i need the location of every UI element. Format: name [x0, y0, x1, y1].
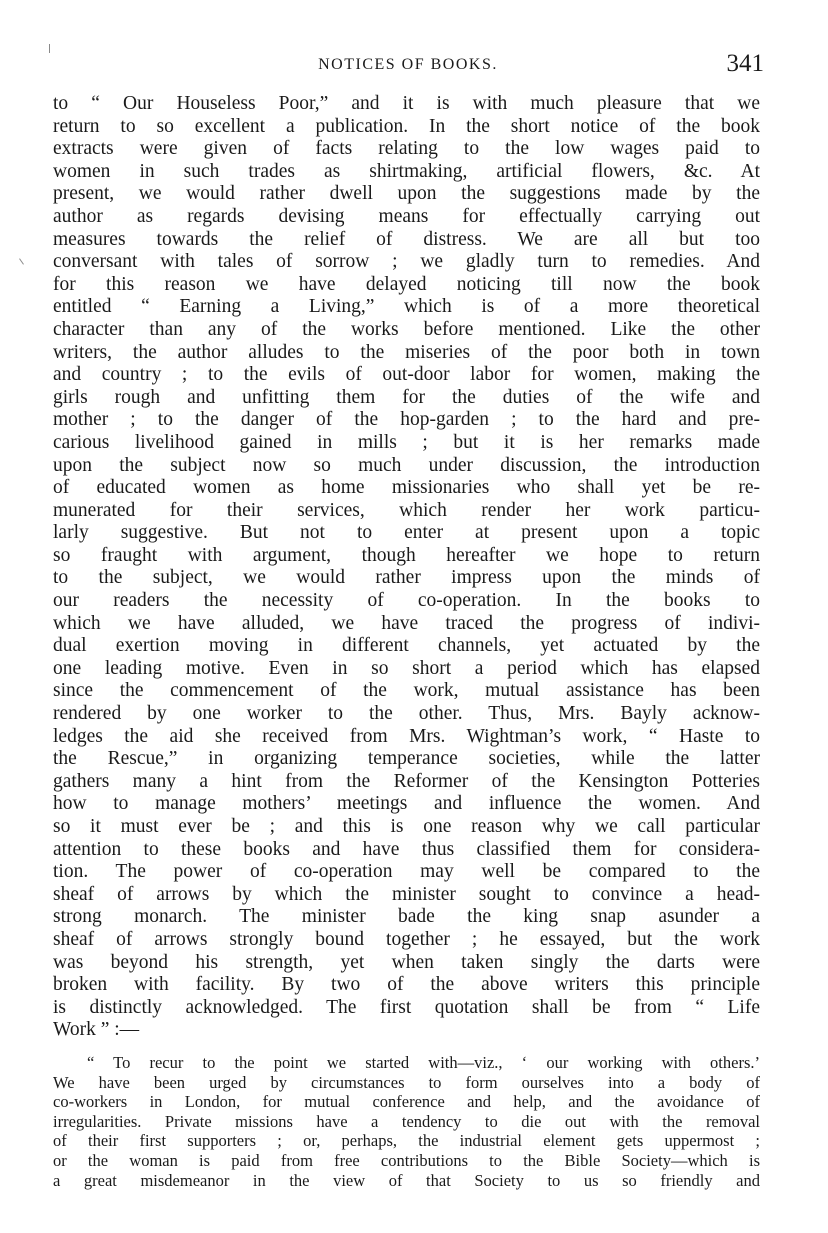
body-text-line: sheaf of arrows strongly bound together ; he essayed, but the work	[53, 928, 760, 950]
body-text-line: was beyond his strength, yet when taken singly the darts were	[53, 951, 760, 973]
quote-text-line: co-workers in London, for mutual conference and help, and the avoidance of	[53, 1092, 760, 1112]
body-paragraph	[53, 93, 760, 1042]
body-text-line: Work ” :—	[53, 1019, 140, 1041]
body-text-line: dual exertion moving in different channels, yet actuated by the	[53, 635, 760, 657]
body-text-line: strong monarch. The minister bade the king snap asunder a	[53, 906, 760, 928]
body-text-line: is distinctly acknowledged. The first quotation shall be from “ Life	[53, 996, 760, 1018]
body-text-line: return to so excellent a publication. In the short notice of the book	[53, 115, 760, 137]
body-text-line: measures towards the relief of distress. We are all but too	[53, 228, 760, 250]
body-text-line: our readers the necessity of co-operation. In the books to	[53, 590, 760, 612]
body-text-line: one leading motive. Even in so short a period which has elapsed	[53, 657, 760, 679]
body-text-line: girls rough and unfitting them for the duties of the wife and	[53, 386, 760, 408]
body-text-line: how to manage mothers’ meetings and influence the women. And	[53, 793, 760, 815]
body-text-line: entitled “ Earning a Living,” which is of a more theoretical	[53, 296, 760, 318]
body-text-line: munerated for their services, which render her work particu-	[53, 499, 760, 521]
quote-text-line: irregularities. Private missions have a tendency to die out with the removal	[53, 1111, 760, 1131]
body-text-line: and country ; to the evils of out-door labor for women, making the	[53, 364, 760, 386]
quote-text-line: a great misdemeanor in the view of that Society to us so friendly and	[53, 1170, 760, 1190]
body-text-line: larly suggestive. But not to enter at present upon a topic	[53, 522, 760, 544]
body-text-line: author as regards devising means for effectually carrying out	[53, 205, 760, 227]
page-number: 341	[726, 50, 764, 77]
quote-text-line: or the woman is paid from free contributions to the Bible Society—which is	[53, 1150, 760, 1170]
body-text-line: extracts were given of facts relating to the low wages paid to	[53, 138, 760, 160]
block-quotation	[53, 1053, 760, 1190]
body-text-line: ledges the aid she received from Mrs. Wightman’s work, “ Haste to	[53, 725, 760, 747]
body-text-line: of educated women as home missionaries who shall yet be re-	[53, 477, 760, 499]
body-text-line: so it must ever be ; and this is one reason why we call particular	[53, 816, 760, 837]
body-text-line: rendered by one worker to the other. Thus, Mrs. Bayly acknow-	[53, 703, 760, 725]
running-title: NOTICES OF BOOKS.	[318, 56, 498, 73]
body-text-line: which we have alluded, we have traced the progress of indivi-	[53, 612, 760, 634]
body-text-line: so fraught with argument, though hereafter we hope to return	[53, 544, 760, 566]
body-text-line: gathers many a hint from the Reformer of the Kensington Potteries	[53, 770, 760, 792]
body-text-line: the Rescue,” in organizing temperance societies, while the latter	[53, 748, 760, 770]
body-text-line: mother ; to the danger of the hop-garden ; to the hard and pre-	[53, 409, 760, 431]
body-text-line: writers, the author alludes to the miseries of the poor both in town	[53, 341, 760, 363]
body-text-line: tion. The power of co-operation may well be compared to the	[53, 861, 760, 883]
body-text-line: present, we would rather dwell upon the suggestions made by the	[53, 183, 760, 205]
body-text-line: attention to these books and have thus classified them for considera-	[53, 838, 760, 860]
body-text-line: sheaf of arrows by which the minister sought to convince a head-	[53, 883, 760, 905]
body-text-line: to the subject, we would rather impress upon the minds of	[53, 567, 760, 589]
body-text-line: to “ Our Houseless Poor,” and it is with much pleasure that we	[53, 93, 760, 114]
quote-text-line: of their first supporters ; or, perhaps, the industrial element gets uppermost ;	[53, 1131, 760, 1151]
quote-text-line: We have been urged by circumstances to form ourselves into a body of	[53, 1072, 760, 1092]
body-text-line: carious livelihood gained in mills ; but it is her remarks made	[53, 431, 760, 453]
body-text-line: upon the subject now so much under discussion, the introduction	[53, 454, 760, 476]
margin-tick-mark	[49, 44, 50, 53]
body-text-line: broken with facility. By two of the above writers this principle	[53, 974, 760, 996]
body-text-line: since the commencement of the work, mutual assistance has been	[53, 680, 760, 702]
quote-text-line: “ To recur to the point we started with—viz., ‘ our working with others.’	[87, 1053, 760, 1072]
body-text-line: for this reason we have delayed noticing till now the book	[53, 273, 760, 295]
running-head	[52, 50, 764, 80]
body-text-line: conversant with tales of sorrow ; we gladly turn to remedies. And	[53, 251, 760, 273]
margin-tick-mark	[19, 258, 24, 264]
body-text-line: women in such trades as shirtmaking, artificial flowers, &c. At	[53, 160, 760, 182]
body-text-line: character than any of the works before mentioned. Like the other	[53, 318, 760, 340]
